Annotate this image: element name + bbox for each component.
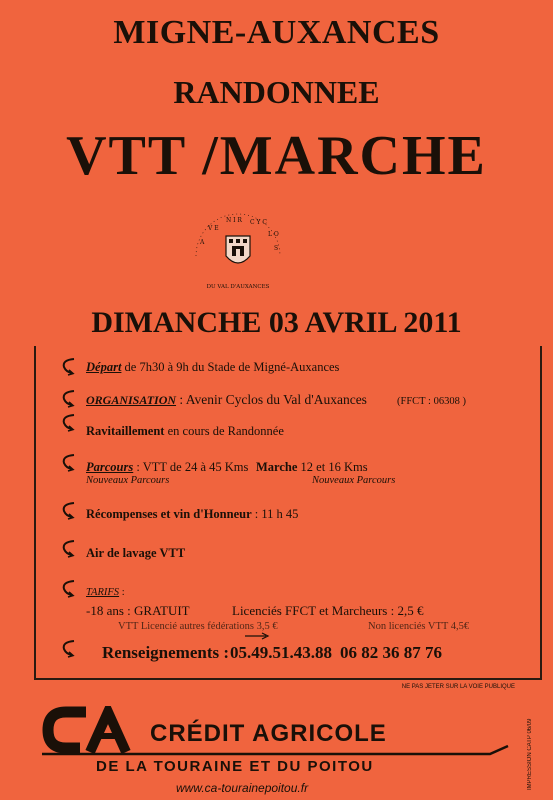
- ravitaillement-line: [86, 424, 284, 439]
- svg-text:L O: L O: [268, 231, 279, 238]
- svg-text:N I R: N I R: [226, 217, 242, 224]
- organisation-text: : Avenir Cyclos du Val d'Auxances: [176, 392, 367, 407]
- curved-arrow-icon: [58, 500, 78, 520]
- contact-phone-1: 05.49.51.43.88: [230, 643, 332, 662]
- svg-text:S: S: [274, 245, 279, 252]
- event-date: DIMANCHE 03 AVRIL 2011: [91, 306, 462, 339]
- tarif-licencies: Licenciés FFCT et Marcheurs : 2,5 €: [232, 603, 424, 618]
- tarifs-label: TARIFS: [86, 587, 120, 598]
- tarifs-heading: [86, 587, 125, 598]
- contact-phone-2: 06 82 36 87 76: [340, 643, 442, 662]
- curved-arrow-icon: [58, 638, 78, 658]
- logo-bottom-text: DU VAL D'AUXANCES: [206, 284, 270, 290]
- parcours-label: Parcours: [86, 460, 134, 474]
- club-logo: [186, 208, 290, 294]
- curved-arrow-icon: [58, 452, 78, 472]
- tarifs-colon: :: [119, 587, 125, 598]
- ravitaillement-text: en cours de Randonnée: [164, 424, 284, 438]
- parcours-marche-new: Nouveaux Parcours: [312, 475, 396, 486]
- curved-arrow-icon: [58, 388, 78, 408]
- tarif-non-licencies: Non licenciés VTT 4,5€: [368, 621, 470, 632]
- tarif-under-18: -18 ans : GRATUIT: [86, 603, 190, 618]
- curved-arrow-icon: [58, 578, 78, 598]
- parcours-marche-label: Marche: [256, 460, 298, 474]
- title-town: MIGNE-AUXANCES: [113, 14, 440, 51]
- lavage-line: Air de lavage VTT: [86, 546, 186, 560]
- no-littering-notice: NE PAS JETER SUR LA VOIE PUBLIQUE: [401, 684, 515, 690]
- depart-text: de 7h30 à 9h du Stade de Migné-Auxances: [121, 360, 340, 374]
- imprint-text: IMPRESSION CATP 06/09: [527, 718, 533, 790]
- sponsor-region: DE LA TOURAINE ET DU POITOU: [96, 758, 374, 775]
- ffct-code: (FFCT : 06308 ): [397, 396, 466, 407]
- sponsor-name: CRÉDIT AGRICOLE: [150, 720, 387, 747]
- curved-arrow-icon: [58, 538, 78, 558]
- title-event-type: RANDONNEE: [173, 74, 380, 110]
- parcours-vtt-new: Nouveaux Parcours: [86, 475, 170, 486]
- depart-label: Départ: [86, 360, 122, 374]
- parcours-marche-text: 12 et 16 Kms: [297, 460, 368, 474]
- curved-arrow-icon: [58, 356, 78, 376]
- parcours-vtt-line: [86, 460, 248, 475]
- contact-label: Renseignements :: [102, 643, 230, 662]
- curved-arrow-icon: [58, 412, 78, 432]
- parcours-marche-line: [256, 460, 368, 475]
- recompenses-line: [86, 507, 298, 522]
- sponsor-url[interactable]: www.ca-tourainepoitou.fr: [176, 781, 309, 795]
- sponsor-swoosh: [40, 744, 510, 758]
- svg-text:V E: V E: [208, 225, 219, 232]
- depart-line: [86, 360, 339, 375]
- svg-text:C Y C: C Y C: [250, 219, 267, 226]
- recompenses-label: Récompenses et vin d'Honneur: [86, 507, 252, 521]
- arrow-right-icon: [244, 632, 270, 640]
- organisation-label: ORGANISATION: [86, 393, 177, 407]
- tarif-autres-federations: VTT Licencié autres fédérations 3,5 €: [118, 621, 278, 632]
- parcours-vtt-text: : VTT de 24 à 45 Kms: [133, 460, 249, 474]
- ravitaillement-label: Ravitaillement: [86, 424, 165, 438]
- title-activities: VTT /MARCHE: [66, 125, 487, 187]
- svg-text:A: A: [200, 239, 205, 246]
- recompenses-time: : 11 h 45: [251, 507, 299, 521]
- organisation-line: [86, 392, 367, 408]
